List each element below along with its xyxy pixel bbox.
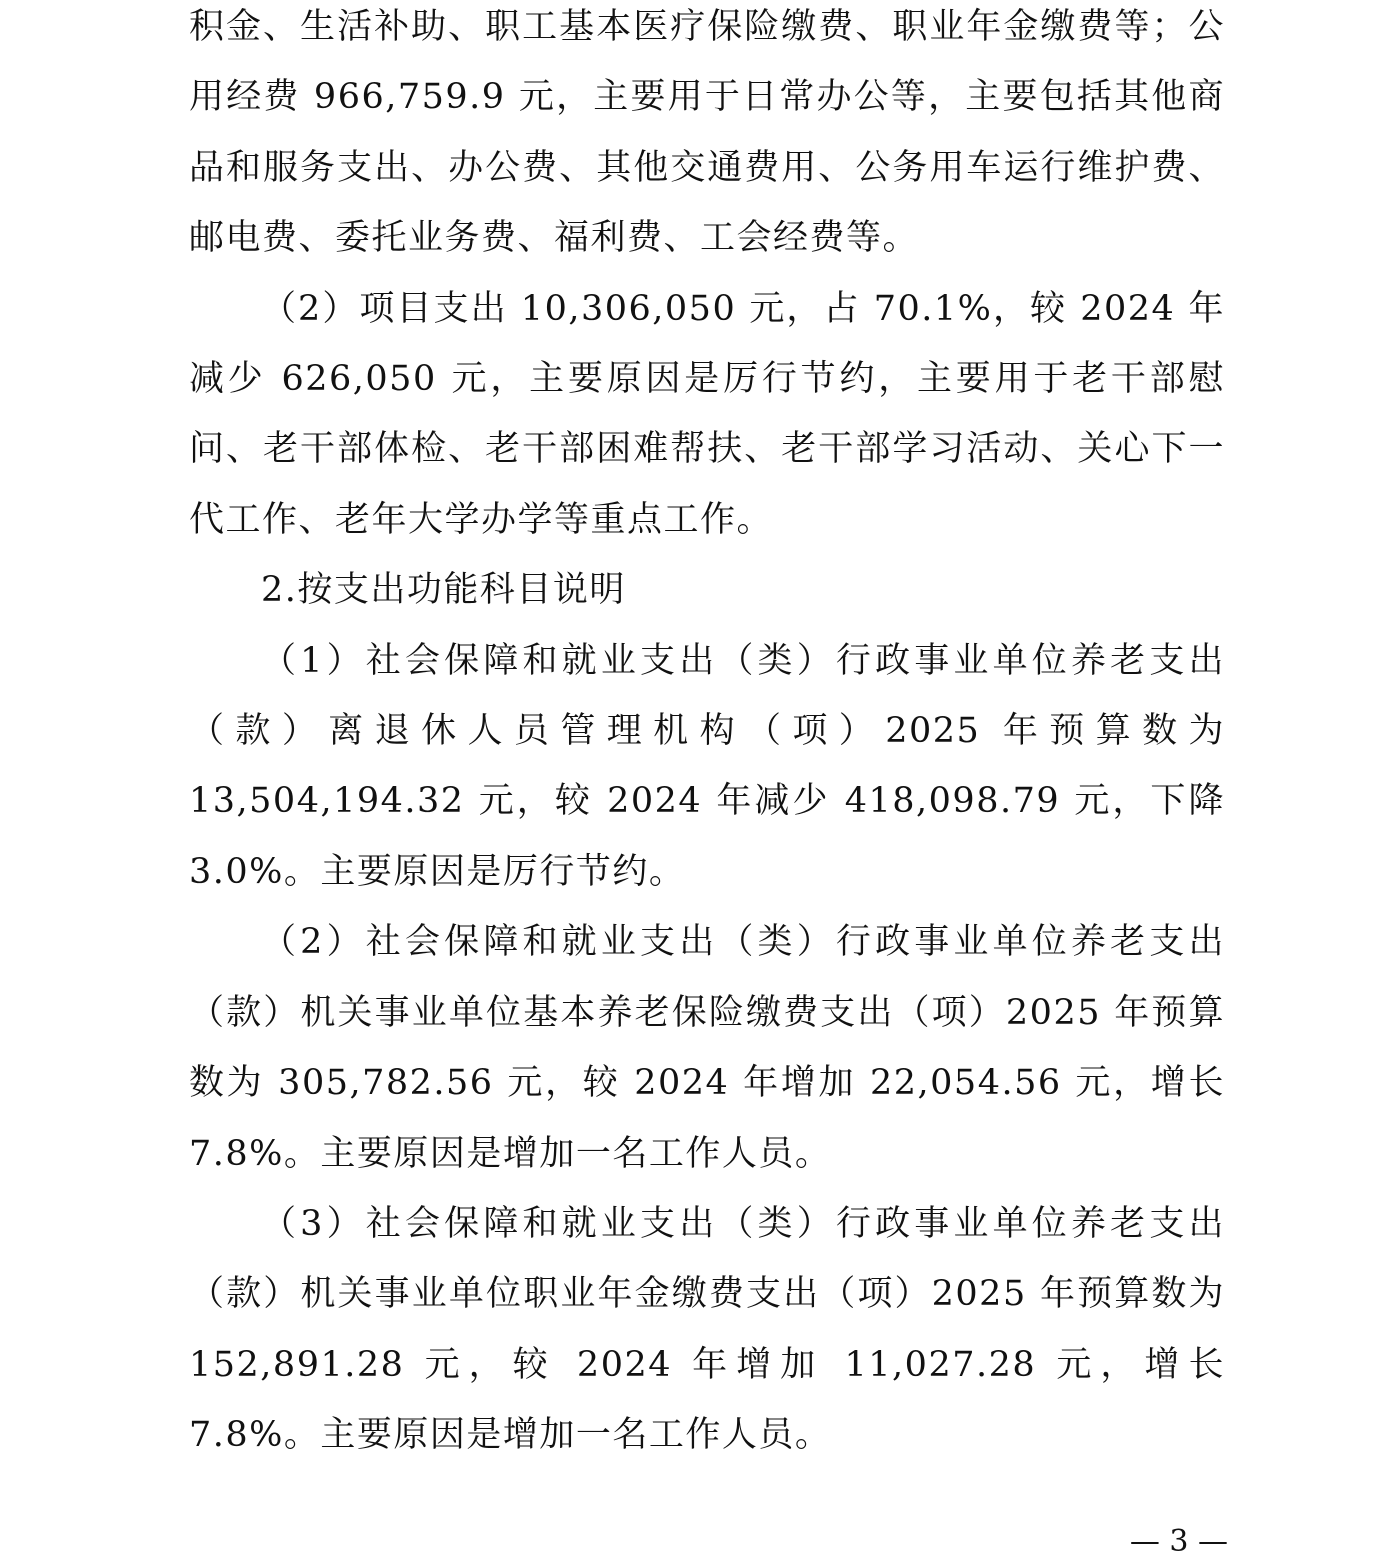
paragraph-basic-pension-insurance: （2）社会保障和就业支出（类）行政事业单位养老支出（款）机关事业单位基本养老保险缴费支出（项）2025 年预算数为 305,782.56 元，较 2024 年增加 22,054.56 元，增长 7.8%。主要原因是增加一名工作人员。 <box>189 922 1225 1174</box>
paragraph-project-expense: （2）项目支出 10,306,050 元，占 70.1%，较 2024 年减少 626,050 元，主要原因是厉行节约，主要用于老干部慰问、老干部体检、老干部困难帮扶、老干部学习活动、关心下一代工作、老年大学办学等重点工作。 <box>189 288 1225 540</box>
page-number: — 3 — <box>1129 1524 1228 1559</box>
section-heading-function-subjects: 2.按支出功能科目说明 <box>261 570 626 611</box>
paragraph-retiree-management: （1）社会保障和就业支出（类）行政事业单位养老支出（款）离退休人员管理机构（项）2025 年预算数为 13,504,194.32 元，较 2024 年减少 418,098.79 元，下降 3.0%。主要原因是厉行节约。 <box>189 640 1225 892</box>
paragraph-public-expense-continued: 积金、生活补助、职工基本医疗保险缴费、职业年金缴费等；公用经费 966,759.9 元，主要用于日常办公等，主要包括其他商品和服务支出、办公费、其他交通费用、公务用车运行维护费、邮电费、委托业务费、福利费、工会经费等。 <box>189 7 1225 259</box>
document-body <box>189 0 1225 1471</box>
paragraph-occupational-annuity: （3）社会保障和就业支出（类）行政事业单位养老支出（款）机关事业单位职业年金缴费支出（项）2025 年预算数为 152,891.28 元，较 2024 年增加 11,027.28 元，增长 7.8%。主要原因是增加一名工作人员。 <box>189 1203 1225 1456</box>
